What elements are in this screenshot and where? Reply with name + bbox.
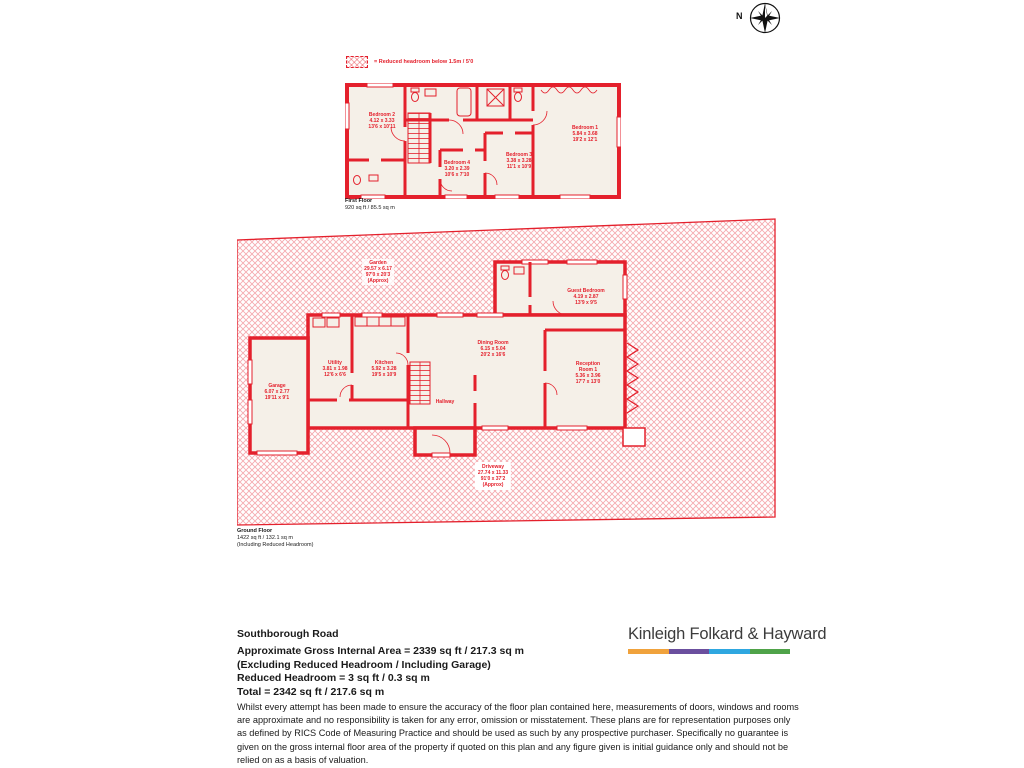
brand-logo-bars: [628, 649, 790, 654]
brand-logo: [628, 625, 827, 654]
room-label-bedroom1: Bedroom 1 5.84 x 3.68 19'2 x 12'1: [571, 125, 599, 143]
brand-logo-text: Kinleigh Folkard & Hayward: [628, 625, 827, 643]
room-label-hallway: Hallway: [435, 399, 455, 405]
porch-block: [415, 428, 475, 455]
room-label-bedroom4: Bedroom 4 3.20 x 2.39 10'6 x 7'10: [443, 160, 471, 178]
room-label-guest-bedroom: Guest Bedroom 4.19 x 2.87 13'9 x 9'5: [567, 288, 605, 306]
disclaimer-text: Whilst every attempt has been made to ensure the accuracy of the floor plan contained here, measurements of doors, windows and rooms are approximate and no responsibility is taken for any error, omission or misstatement. These plans are for representation purposes only as defined by RICS Code of Measuring Practice and should be used as such by any prospective purchaser. Specifically no guarantee is given on the gross internal floor area of the property if quoted on this plan and any figure given is initial guidance only and should not be relied on as a basis of valuation.: [237, 702, 799, 765]
room-label-bedroom3: Bedroom 3 3.38 x 3.28 11'1 x 10'9: [505, 152, 533, 170]
total-area-line: Total = 2342 sq ft / 217.6 sq m: [237, 685, 385, 698]
room-label-reception: Reception Room 1 5.36 x 3.96 17'7 x 13'0: [575, 361, 601, 385]
logo-bar-blue: [709, 649, 750, 654]
logo-bar-purple: [669, 649, 710, 654]
reduced-headroom-legend-label: = Reduced headroom below 1.5m / 5'0: [374, 59, 474, 65]
first-floor-caption: First Floor 920 sq ft / 85.5 sq m: [345, 198, 395, 211]
exclusions-line: (Excluding Reduced Headroom / Including Garage): [237, 658, 491, 671]
compass-north-label: N: [736, 11, 743, 21]
room-label-utility: Utility 3.81 x 1.98 12'6 x 6'6: [322, 360, 348, 378]
room-label-garden: Garden 29.57 x 6.17 97'0 x 20'3 (Approx): [364, 260, 392, 284]
reduced-headroom-legend-swatch: [346, 56, 368, 68]
ground-floor-caption: Ground Floor 1422 sq ft / 132.1 sq m (Including Reduced Headroom): [237, 528, 314, 548]
gross-internal-area-line: Approximate Gross Internal Area = 2339 sq ft / 217.3 sq m: [237, 645, 525, 657]
room-label-driveway: Driveway 27.74 x 11.33 91'0 x 37'2 (Approx): [475, 462, 511, 490]
rear-step: [623, 428, 645, 446]
room-label-dining-room: Dining Room 6.15 x 5.04 20'2 x 16'6: [477, 340, 509, 358]
logo-bar-orange: [628, 649, 669, 654]
room-label-garage: Garage 6.07 x 2.77 19'11 x 9'1: [264, 383, 290, 401]
compass-icon: [749, 2, 781, 34]
room-label-kitchen: Kitchen 5.92 x 3.28 19'5 x 10'9: [371, 360, 397, 378]
logo-bar-green: [750, 649, 791, 654]
reduced-headroom-line: Reduced Headroom = 3 sq ft / 0.3 sq m: [237, 672, 430, 684]
room-label-bedroom2: Bedroom 2 4.12 x 3.33 13'6 x 10'11: [368, 112, 396, 130]
area-summary: [237, 628, 524, 699]
property-address: Southborough Road: [237, 628, 339, 640]
